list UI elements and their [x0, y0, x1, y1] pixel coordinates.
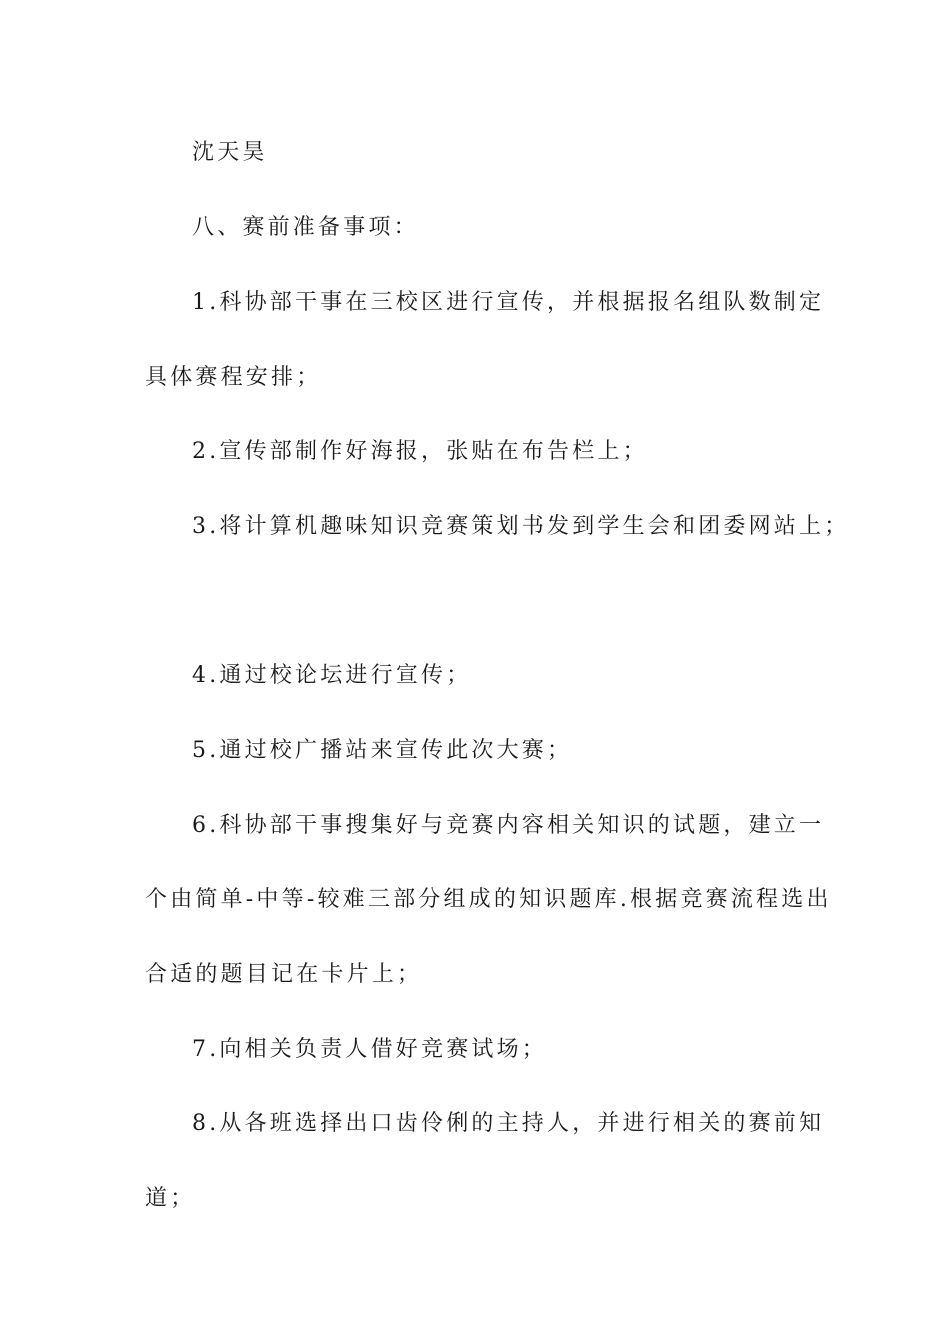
paragraph-line: 5.通过校广播站来宣传此次大赛；	[192, 738, 573, 763]
paragraph-line: 7.向相关负责人借好竞赛试场；	[192, 1037, 547, 1062]
paragraph-line: 4.通过校论坛进行宣传；	[192, 663, 472, 688]
section-heading: 八、赛前准备事项：	[192, 215, 419, 240]
paragraph-line: 6.科协部干事搜集好与竞赛内容相关知识的试题，建立一	[192, 813, 825, 838]
paragraph-line: 合适的题目记在卡片上；	[145, 962, 423, 987]
paragraph-line: 具体赛程安排；	[145, 365, 322, 390]
paragraph-line: 8.从各班选择出口齿伶俐的主持人，并进行相关的赛前知	[192, 1111, 825, 1136]
name-line: 沈天昊	[192, 140, 268, 165]
paragraph-line: 道；	[145, 1186, 196, 1211]
paragraph-line: 个由简单-中等-较难三部分组成的知识题库.根据竞赛流程选出	[145, 887, 832, 912]
paragraph-line: 1.科协部干事在三校区进行宣传，并根据报名组队数制定	[192, 290, 825, 315]
paragraph-line: 3.将计算机趣味知识竞赛策划书发到学生会和团委网站上；	[192, 514, 850, 539]
paragraph-line: 2.宣传部制作好海报，张贴在布告栏上；	[192, 439, 648, 464]
